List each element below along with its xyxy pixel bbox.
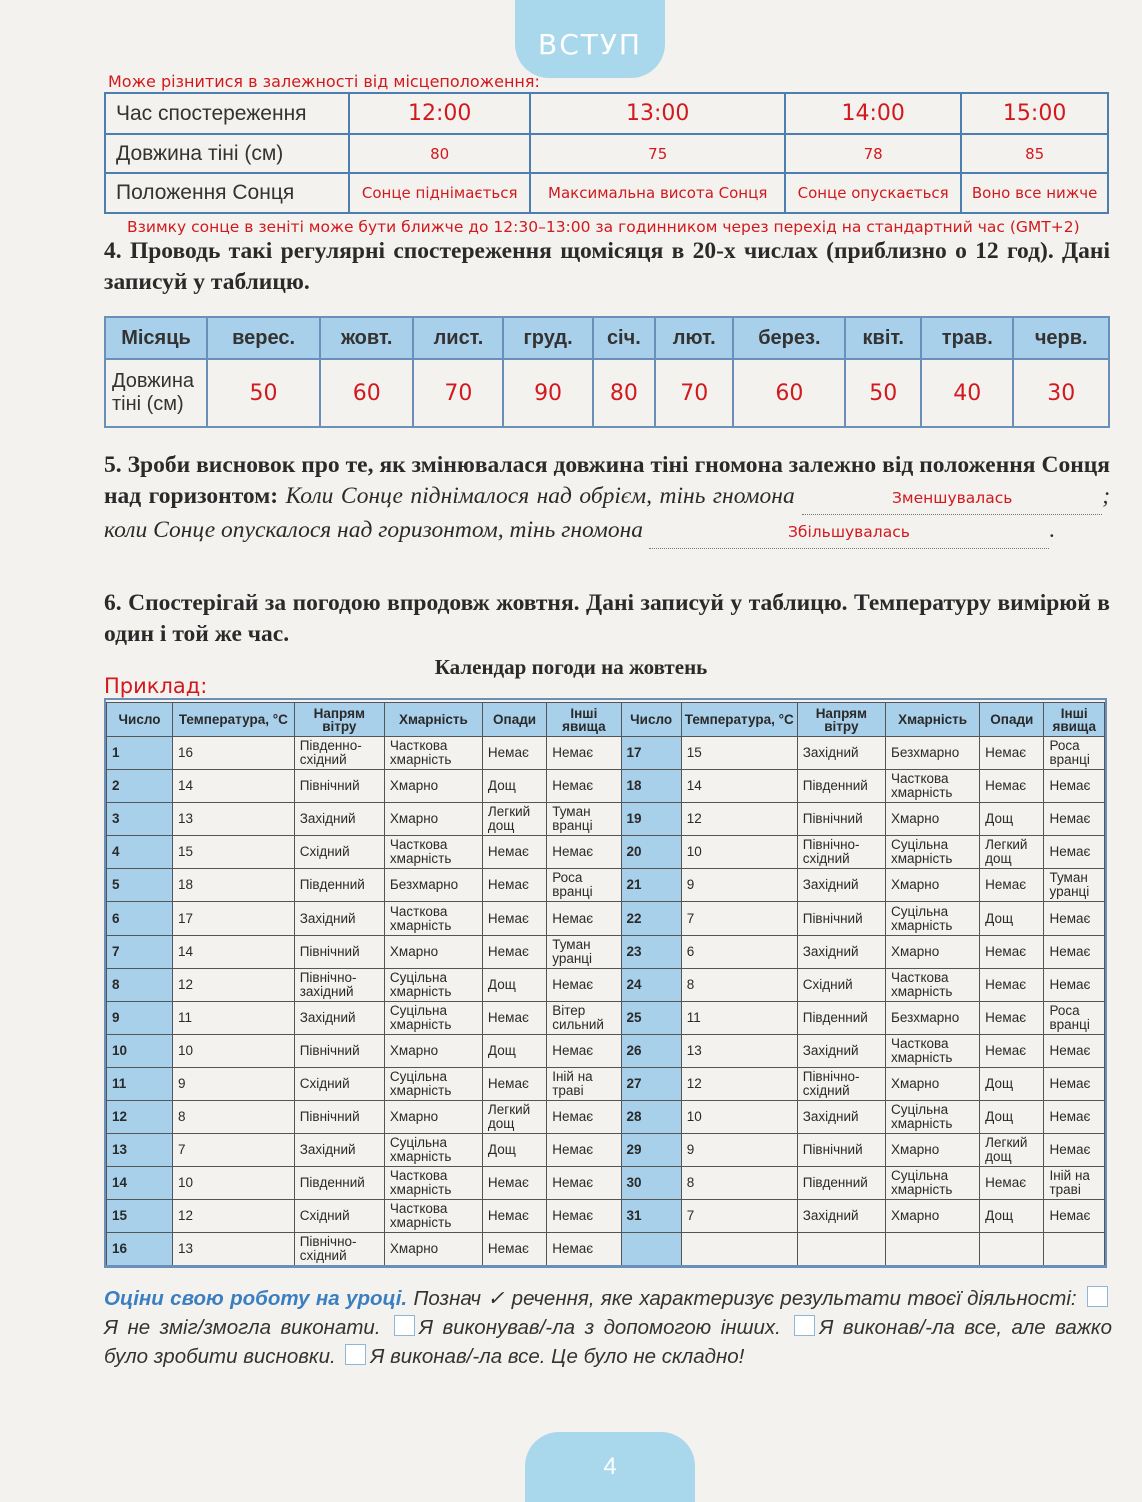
day-number-cell: 3	[107, 803, 173, 836]
table-cell: Південно-східний	[294, 737, 384, 770]
table-cell: Хмарно	[886, 803, 980, 836]
column-header: Температура, °C	[681, 703, 797, 737]
table-cell: Східний	[294, 836, 384, 869]
cell: Сонце опускається	[785, 173, 961, 213]
table-row	[105, 173, 1108, 213]
day-number-cell: 22	[621, 902, 681, 935]
answer-field-b[interactable]: Збільшувалась	[649, 517, 1049, 549]
table-cell: Немає	[482, 902, 546, 935]
column-header: Інші явища	[547, 703, 621, 737]
table-cell: Немає	[482, 1067, 546, 1100]
table-header-row	[107, 703, 1105, 737]
table-cell	[886, 1233, 980, 1266]
table-cell: Безхмарно	[886, 1001, 980, 1034]
table-row	[105, 93, 1108, 134]
table-cell: Дощ	[482, 770, 546, 803]
table-cell: Північний	[294, 1101, 384, 1134]
day-number-cell: 15	[107, 1200, 173, 1233]
checkbox-option-1[interactable]	[1087, 1286, 1108, 1307]
table-cell: 13	[681, 1034, 797, 1067]
row-label: Час спостереження	[105, 93, 349, 134]
table-cell: Дощ	[482, 1034, 546, 1067]
table-cell: Немає	[482, 1233, 546, 1266]
table-cell: Хмарно	[384, 935, 482, 968]
table-cell: Східний	[797, 968, 885, 1001]
table-cell: Немає	[547, 770, 621, 803]
table-cell: Часткова хмарність	[384, 1200, 482, 1233]
table-row	[107, 836, 1105, 869]
day-number-cell: 13	[107, 1134, 173, 1167]
table-cell: Хмарно	[384, 770, 482, 803]
table-cell: 9	[681, 869, 797, 902]
table-cell: Немає	[980, 1001, 1044, 1034]
day-number-cell: 25	[621, 1001, 681, 1034]
task-text: Спостерігай за погодою впродовж жовтня. Дані записуй у таблицю. Температуру вимірюй в один і той же час.	[104, 590, 1110, 647]
prompt-b: ; коли Сонце опускалося над горизонтом, тінь гномона	[104, 483, 1111, 543]
table-row	[107, 1200, 1105, 1233]
table-cell: Часткова хмарність	[886, 1034, 980, 1067]
self-evaluation	[104, 1284, 1112, 1371]
table-cell: Роса вранці	[1044, 737, 1105, 770]
table-cell: Легкий дощ	[980, 1134, 1044, 1167]
table-row	[107, 935, 1105, 968]
option-3-label: Я виконав/-ла все, але важко було зробити висновки.	[104, 1316, 1112, 1368]
prompt-a: Коли Сонце піднімалося над обрієм, тінь гномона	[285, 483, 795, 509]
day-number-cell: 23	[621, 935, 681, 968]
table-cell: Хмарно	[886, 1067, 980, 1100]
table-cell: Немає	[482, 935, 546, 968]
weather-table	[106, 702, 1105, 1267]
table-cell: 12	[681, 1067, 797, 1100]
table-cell: Часткова хмарність	[886, 770, 980, 803]
table-cell: 14	[681, 770, 797, 803]
cell: 70	[413, 359, 503, 427]
cell: Сонце піднімається	[349, 173, 530, 213]
month-cell: січ.	[593, 317, 655, 359]
table-row	[107, 869, 1105, 902]
table-cell: Дощ	[980, 1101, 1044, 1134]
table-cell: Немає	[980, 1167, 1044, 1200]
table-cell: Немає	[547, 1034, 621, 1067]
table-cell: Північний	[294, 1034, 384, 1067]
table-row	[107, 1034, 1105, 1067]
table-cell: Західний	[294, 1001, 384, 1034]
table-cell: Безхмарно	[886, 737, 980, 770]
day-number-cell: 19	[621, 803, 681, 836]
table-cell: Хмарно	[384, 1233, 482, 1266]
table-cell: Західний	[797, 1200, 885, 1233]
page-number: 4	[603, 1453, 617, 1480]
task-number: 4.	[104, 238, 122, 264]
table-cell: Немає	[482, 1200, 546, 1233]
month-cell: трав.	[921, 317, 1013, 359]
table-cell: 10	[173, 1034, 295, 1067]
table-cell: 8	[173, 1101, 295, 1134]
day-number-cell: 1	[107, 737, 173, 770]
cell: 90	[503, 359, 592, 427]
day-number-cell: 14	[107, 1167, 173, 1200]
day-number-cell: 28	[621, 1101, 681, 1134]
column-header: Число	[107, 703, 173, 737]
cell: 12:00	[349, 93, 530, 134]
table-cell: Західний	[797, 935, 885, 968]
table-cell: Вітер сильний	[547, 1001, 621, 1034]
self-eval-instruction: Познач ✓ речення, яке характеризує результати твоєї діяльності:	[413, 1287, 1077, 1310]
table-cell: Хмарно	[886, 1200, 980, 1233]
table-row	[105, 359, 1109, 427]
day-number-cell: 7	[107, 935, 173, 968]
month-cell: жовт.	[320, 317, 413, 359]
table-cell: Північно-східний	[797, 836, 885, 869]
month-cell: лист.	[413, 317, 503, 359]
cell: 70	[655, 359, 733, 427]
table-cell: 10	[681, 836, 797, 869]
table-cell: Немає	[1044, 968, 1105, 1001]
table-cell: Легкий дощ	[980, 836, 1044, 869]
task-5	[104, 450, 1110, 549]
table-cell: 12	[173, 968, 295, 1001]
day-number-cell: 24	[621, 968, 681, 1001]
table-row	[107, 1067, 1105, 1100]
table-cell: Легкий дощ	[482, 803, 546, 836]
table-cell: Суцільна хмарність	[886, 1167, 980, 1200]
table-row	[107, 1101, 1105, 1134]
table-row	[107, 1001, 1105, 1034]
table-cell: Південний	[797, 770, 885, 803]
day-number-cell: 10	[107, 1034, 173, 1067]
task-text: Проводь такі регулярні спостереження щомісяця в 20-х числах (приблизно о 12 год). Дані записуй у таблицю.	[104, 238, 1110, 295]
task-4	[104, 236, 1110, 298]
day-number-cell: 9	[107, 1001, 173, 1034]
day-number-cell: 26	[621, 1034, 681, 1067]
table-cell: Роса вранці	[547, 869, 621, 902]
month-cell: черв.	[1013, 317, 1109, 359]
cell: 78	[785, 134, 961, 173]
table-cell: Туман уранці	[547, 935, 621, 968]
day-number-cell: 16	[107, 1233, 173, 1266]
month-cell: верес.	[207, 317, 320, 359]
table-cell: 8	[681, 968, 797, 1001]
table-cell: Північний	[797, 902, 885, 935]
month-cell: квіт.	[845, 317, 921, 359]
month-cell: берез.	[733, 317, 845, 359]
cell: 80	[349, 134, 530, 173]
table-cell: Немає	[980, 737, 1044, 770]
sentence-end: .	[1048, 517, 1055, 543]
option-1-label: Я не зміг/змогла виконати.	[104, 1316, 381, 1339]
table-cell	[681, 1233, 797, 1266]
table-cell: Дощ	[980, 803, 1044, 836]
table-cell: Немає	[547, 1134, 621, 1167]
table-row	[107, 1233, 1105, 1266]
table-cell: Часткова хмарність	[384, 737, 482, 770]
table-cell: 13	[173, 803, 295, 836]
table-cell: Немає	[1044, 902, 1105, 935]
table-cell: Дощ	[482, 1134, 546, 1167]
table-cell: 15	[681, 737, 797, 770]
table-cell: Західний	[294, 902, 384, 935]
table-cell: 11	[681, 1001, 797, 1034]
day-number-cell: 21	[621, 869, 681, 902]
column-header: Температура, °C	[173, 703, 295, 737]
cell: 50	[207, 359, 320, 427]
cell: 60	[320, 359, 413, 427]
table-cell: Суцільна хмарність	[886, 836, 980, 869]
day-number-cell: 27	[621, 1067, 681, 1100]
day-number-cell: 6	[107, 902, 173, 935]
table-cell: Західний	[294, 1134, 384, 1167]
table-cell: Немає	[547, 902, 621, 935]
table-cell: Немає	[980, 935, 1044, 968]
table-cell: Південний	[797, 1167, 885, 1200]
observation-table	[104, 92, 1109, 214]
checkbox-option-2[interactable]	[394, 1315, 415, 1336]
table-cell: 17	[173, 902, 295, 935]
table-cell: Дощ	[980, 902, 1044, 935]
row-label: Положення Сонця	[105, 173, 349, 213]
table-cell: Туман вранці	[547, 803, 621, 836]
table-cell: Роса вранці	[1044, 1001, 1105, 1034]
column-header: Напрям вітру	[294, 703, 384, 737]
table-cell: Суцільна хмарність	[384, 1134, 482, 1167]
table-cell: Дощ	[980, 1200, 1044, 1233]
table-cell: Північно-західний	[294, 968, 384, 1001]
table-cell: Немає	[1044, 1134, 1105, 1167]
cell: 85	[961, 134, 1108, 173]
day-number-cell: 31	[621, 1200, 681, 1233]
table-cell: Західний	[797, 869, 885, 902]
table-cell: Західний	[797, 1101, 885, 1134]
table-cell: Південний	[294, 1167, 384, 1200]
table-cell: 11	[173, 1001, 295, 1034]
page-number-tab	[525, 1432, 695, 1502]
table-cell: Північно-східний	[797, 1067, 885, 1100]
table-row	[107, 1167, 1105, 1200]
cell: 14:00	[785, 93, 961, 134]
table-cell: 12	[681, 803, 797, 836]
day-number-cell: 18	[621, 770, 681, 803]
table-cell: Немає	[482, 836, 546, 869]
table-cell: Іній на траві	[547, 1067, 621, 1100]
table-cell: Немає	[482, 1167, 546, 1200]
task-text: Зроби висновок про те, як змінювалася довжина тіні гномона залежно від положення Сонця над горизонтом:	[104, 452, 1110, 509]
row-label: Довжина тіні (см)	[105, 359, 207, 427]
column-header: Опади	[980, 703, 1044, 737]
table-cell: Хмарно	[384, 803, 482, 836]
table-cell: Немає	[980, 968, 1044, 1001]
table-row	[107, 1134, 1105, 1167]
day-number-cell: 2	[107, 770, 173, 803]
table-cell: Немає	[980, 869, 1044, 902]
table-header-row	[105, 317, 1109, 359]
table-cell: Часткова хмарність	[384, 836, 482, 869]
table-row	[107, 968, 1105, 1001]
table-cell: Хмарно	[886, 1134, 980, 1167]
table-cell: Часткова хмарність	[384, 1167, 482, 1200]
cell: Максимальна висота Сонця	[530, 173, 785, 213]
table-row	[107, 902, 1105, 935]
cell: 75	[530, 134, 785, 173]
table-cell: Часткова хмарність	[384, 902, 482, 935]
table-cell: Немає	[1044, 770, 1105, 803]
self-eval-heading: Оціни свою роботу на уроці.	[104, 1287, 408, 1310]
day-number-cell: 4	[107, 836, 173, 869]
table-cell: Дощ	[980, 1067, 1044, 1100]
table-cell: 9	[173, 1067, 295, 1100]
table-cell: Немає	[1044, 1101, 1105, 1134]
table-cell: Дощ	[482, 968, 546, 1001]
cell: 40	[921, 359, 1013, 427]
table-cell: Немає	[1044, 1200, 1105, 1233]
table-cell: 8	[681, 1167, 797, 1200]
table-cell: Південний	[797, 1001, 885, 1034]
day-number-cell: 11	[107, 1067, 173, 1100]
table-cell: Східний	[294, 1200, 384, 1233]
table-cell	[797, 1233, 885, 1266]
day-number-cell	[621, 1233, 681, 1266]
table-cell: Немає	[547, 1200, 621, 1233]
table-cell: Немає	[1044, 1034, 1105, 1067]
table-cell: Безхмарно	[384, 869, 482, 902]
table-cell: Немає	[1044, 836, 1105, 869]
header-cell: Місяць	[105, 317, 207, 359]
table-cell: Західний	[797, 737, 885, 770]
month-table	[104, 316, 1110, 428]
column-header: Інші явища	[1044, 703, 1105, 737]
section-title: ВСТУП	[538, 28, 642, 61]
table-cell: 16	[173, 737, 295, 770]
cell: 15:00	[961, 93, 1108, 134]
table-cell: Немає	[1044, 803, 1105, 836]
table-cell: Північний	[294, 770, 384, 803]
day-number-cell: 20	[621, 836, 681, 869]
table-cell: Немає	[482, 869, 546, 902]
day-number-cell: 8	[107, 968, 173, 1001]
table-cell: Суцільна хмарність	[384, 1001, 482, 1034]
month-cell: лют.	[655, 317, 733, 359]
table-cell: Східний	[294, 1067, 384, 1100]
table-cell: Суцільна хмарність	[384, 968, 482, 1001]
table-cell: Немає	[980, 1034, 1044, 1067]
table-row	[105, 134, 1108, 173]
month-cell: груд.	[503, 317, 592, 359]
cell: 13:00	[530, 93, 785, 134]
table-cell: Немає	[547, 1167, 621, 1200]
cell: 60	[733, 359, 845, 427]
cell: Воно все нижче	[961, 173, 1108, 213]
table-cell: Немає	[547, 968, 621, 1001]
day-number-cell: 17	[621, 737, 681, 770]
day-number-cell: 5	[107, 869, 173, 902]
table-cell: 18	[173, 869, 295, 902]
table-cell	[1044, 1233, 1105, 1266]
table-row	[107, 770, 1105, 803]
table-row	[107, 803, 1105, 836]
table-cell: Немає	[547, 836, 621, 869]
table-cell: 13	[173, 1233, 295, 1266]
winter-note: Взимку сонце в зеніті може бути ближче до 12:30–13:00 за годинником через перехід на стандартний час (GMT+2)	[127, 218, 1080, 236]
table-cell: 6	[681, 935, 797, 968]
checkbox-option-4[interactable]	[345, 1344, 366, 1365]
calendar-title: Календар погоди на жовтень	[434, 655, 708, 679]
table-cell: 7	[681, 902, 797, 935]
table-cell: Немає	[482, 1001, 546, 1034]
table-cell: Іній на траві	[1044, 1167, 1105, 1200]
column-header: Напрям вітру	[797, 703, 885, 737]
answer-field-a[interactable]: Зменшувалась	[802, 483, 1102, 515]
option-4-label: Я виконав/-ла все. Це було не складно!	[370, 1345, 745, 1368]
table-cell: 7	[173, 1134, 295, 1167]
table-cell: Немає	[547, 737, 621, 770]
column-header: Хмарність	[886, 703, 980, 737]
table-cell: 7	[681, 1200, 797, 1233]
table-cell: Немає	[980, 770, 1044, 803]
example-label: Приклад:	[104, 674, 208, 698]
table-cell: 14	[173, 935, 295, 968]
table-cell: Суцільна хмарність	[886, 1101, 980, 1134]
table-cell: Північний	[797, 803, 885, 836]
cell: 30	[1013, 359, 1109, 427]
table-cell	[980, 1233, 1044, 1266]
table-cell: Немає	[1044, 1067, 1105, 1100]
table-cell: Хмарно	[886, 935, 980, 968]
cell: 80	[593, 359, 655, 427]
section-header-tab	[515, 0, 665, 78]
task-number: 5.	[104, 452, 122, 478]
day-number-cell: 30	[621, 1167, 681, 1200]
table-cell: 10	[681, 1101, 797, 1134]
table-cell: Північний	[797, 1134, 885, 1167]
table-cell: Західний	[294, 803, 384, 836]
column-header: Хмарність	[384, 703, 482, 737]
table-cell: Хмарно	[384, 1101, 482, 1134]
table-cell: Немає	[547, 1101, 621, 1134]
column-header: Опади	[482, 703, 546, 737]
task-6	[104, 588, 1110, 650]
checkbox-option-3[interactable]	[794, 1315, 815, 1336]
table-cell: Часткова хмарність	[886, 968, 980, 1001]
table-cell: Легкий дощ	[482, 1101, 546, 1134]
table-cell: 9	[681, 1134, 797, 1167]
table-cell: Західний	[797, 1034, 885, 1067]
table-cell: 10	[173, 1167, 295, 1200]
option-2-label: Я виконував/-ла з допомогою інших.	[419, 1316, 781, 1339]
table-cell: Хмарно	[886, 869, 980, 902]
table-cell: 15	[173, 836, 295, 869]
day-number-cell: 12	[107, 1101, 173, 1134]
table-cell: Північно-східний	[294, 1233, 384, 1266]
column-header: Число	[621, 703, 681, 737]
cell: 50	[845, 359, 921, 427]
row-label: Довжина тіні (см)	[105, 134, 349, 173]
table-cell: 14	[173, 770, 295, 803]
table-cell: Немає	[482, 737, 546, 770]
table-cell: Немає	[547, 1233, 621, 1266]
table-cell: 12	[173, 1200, 295, 1233]
table-cell: Туман уранці	[1044, 869, 1105, 902]
table-cell: Хмарно	[384, 1034, 482, 1067]
location-note: Може різнитися в залежності від місцеположення:	[108, 72, 540, 91]
table-cell: Північний	[294, 935, 384, 968]
table-cell: Суцільна хмарність	[384, 1067, 482, 1100]
table-cell: Немає	[1044, 935, 1105, 968]
table-cell: Південний	[294, 869, 384, 902]
day-number-cell: 29	[621, 1134, 681, 1167]
task-number: 6.	[104, 590, 122, 616]
table-row	[107, 737, 1105, 770]
table-cell: Суцільна хмарність	[886, 902, 980, 935]
